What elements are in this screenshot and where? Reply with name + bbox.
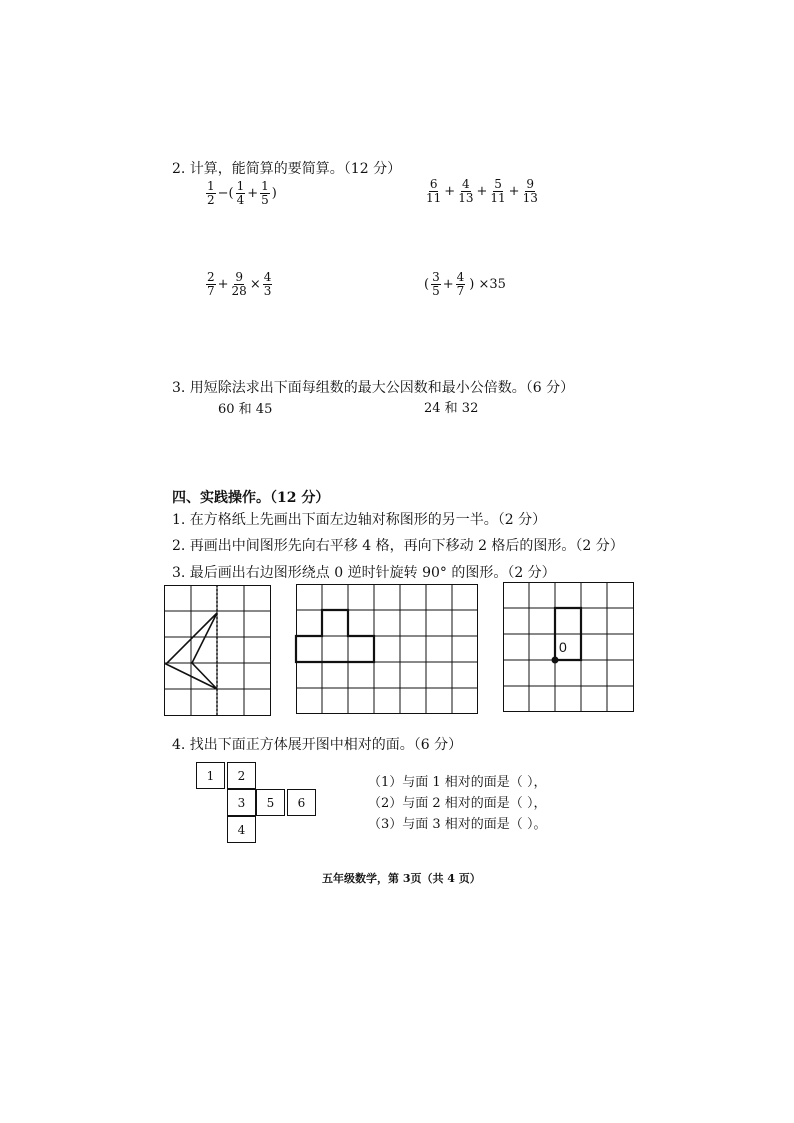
fraction: $\frac{4}{3}$ — [263, 270, 272, 298]
fraction: $\frac{9}{28}$ — [231, 270, 247, 298]
cube-face-1: 1 — [196, 762, 225, 789]
fraction: $\frac{3}{5}$ — [432, 270, 440, 298]
grid-right-lines — [503, 582, 634, 712]
fraction: $\frac{4}{7}$ — [456, 270, 465, 298]
answer-line-1: （1）与面 1 相对的面是（ ）， — [368, 775, 547, 790]
fraction: $\frac{4}{13}$ — [458, 177, 474, 205]
section4-heading: 四、实践操作。（12 分） — [172, 490, 330, 506]
section3-title: 3. 用短除法求出下面每组数的最大公因数和最小公倍数。（6 分） — [172, 380, 575, 396]
expression-1: $\frac{1}{2}$ −( $\frac{1}{4}$ + $\frac{1}{5}$ ) — [207, 179, 277, 207]
grid-middle-lines — [296, 584, 478, 714]
answer-line-2: （2）与面 2 相对的面是（ ）， — [368, 796, 547, 811]
fraction: $\frac{9}{13}$ — [522, 177, 538, 205]
answer-line-3: （3）与面 3 相对的面是（ ）。 — [368, 817, 547, 832]
section3-item-1: 60 和 45 — [218, 402, 273, 417]
cube-face-5: 5 — [256, 789, 285, 816]
grid-left — [164, 585, 272, 716]
expression-3: $\frac{2}{7}$ + $\frac{9}{28}$ × $\frac{4}{3}$ — [207, 270, 272, 298]
cube-face-3: 3 — [227, 789, 256, 816]
fraction: $\frac{1}{2}$ — [207, 179, 215, 207]
page-footer: 五年级数学，第 3页（共 4 页） — [322, 872, 481, 885]
expression-2: $\frac{6}{11}$ + $\frac{4}{13}$ + $\frac{5}{11}$ + $\frac{9}{13}$ — [426, 177, 538, 205]
expression-4: ( $\frac{3}{5}$ + $\frac{4}{7}$ ) ×35 — [424, 270, 506, 298]
practice-q4: 4. 找出下面正方体展开图中相对的面。（6 分） — [172, 737, 463, 753]
rotation-point-label: 0 — [559, 639, 567, 655]
grid-right — [503, 582, 635, 713]
fraction: $\frac{2}{7}$ — [207, 270, 215, 298]
practice-q2: 2. 再画出中间图形先向右平移 4 格，再向下移动 2 格后的图形。（2 分） — [172, 538, 624, 554]
fraction: $\frac{5}{11}$ — [490, 177, 506, 205]
cube-face-4: 4 — [227, 816, 256, 843]
grid-middle — [296, 584, 479, 715]
fraction: $\frac{1}{4}$ — [236, 179, 245, 207]
practice-q3: 3. 最后画出右边图形绕点 0 逆时针旋转 90° 的图形。（2 分） — [172, 565, 556, 581]
section3-item-2: 24 和 32 — [424, 401, 479, 416]
fraction: $\frac{6}{11}$ — [426, 177, 442, 205]
rotation-point — [552, 657, 559, 664]
section2-title: 2. 计算，能简算的要简算。（12 分） — [172, 161, 402, 177]
cube-face-2: 2 — [227, 762, 256, 789]
cube-face-6: 6 — [287, 789, 316, 816]
practice-q1: 1. 在方格纸上先画出下面左边轴对称图形的另一半。（2 分） — [172, 512, 547, 528]
fraction: $\frac{1}{5}$ — [261, 179, 269, 207]
